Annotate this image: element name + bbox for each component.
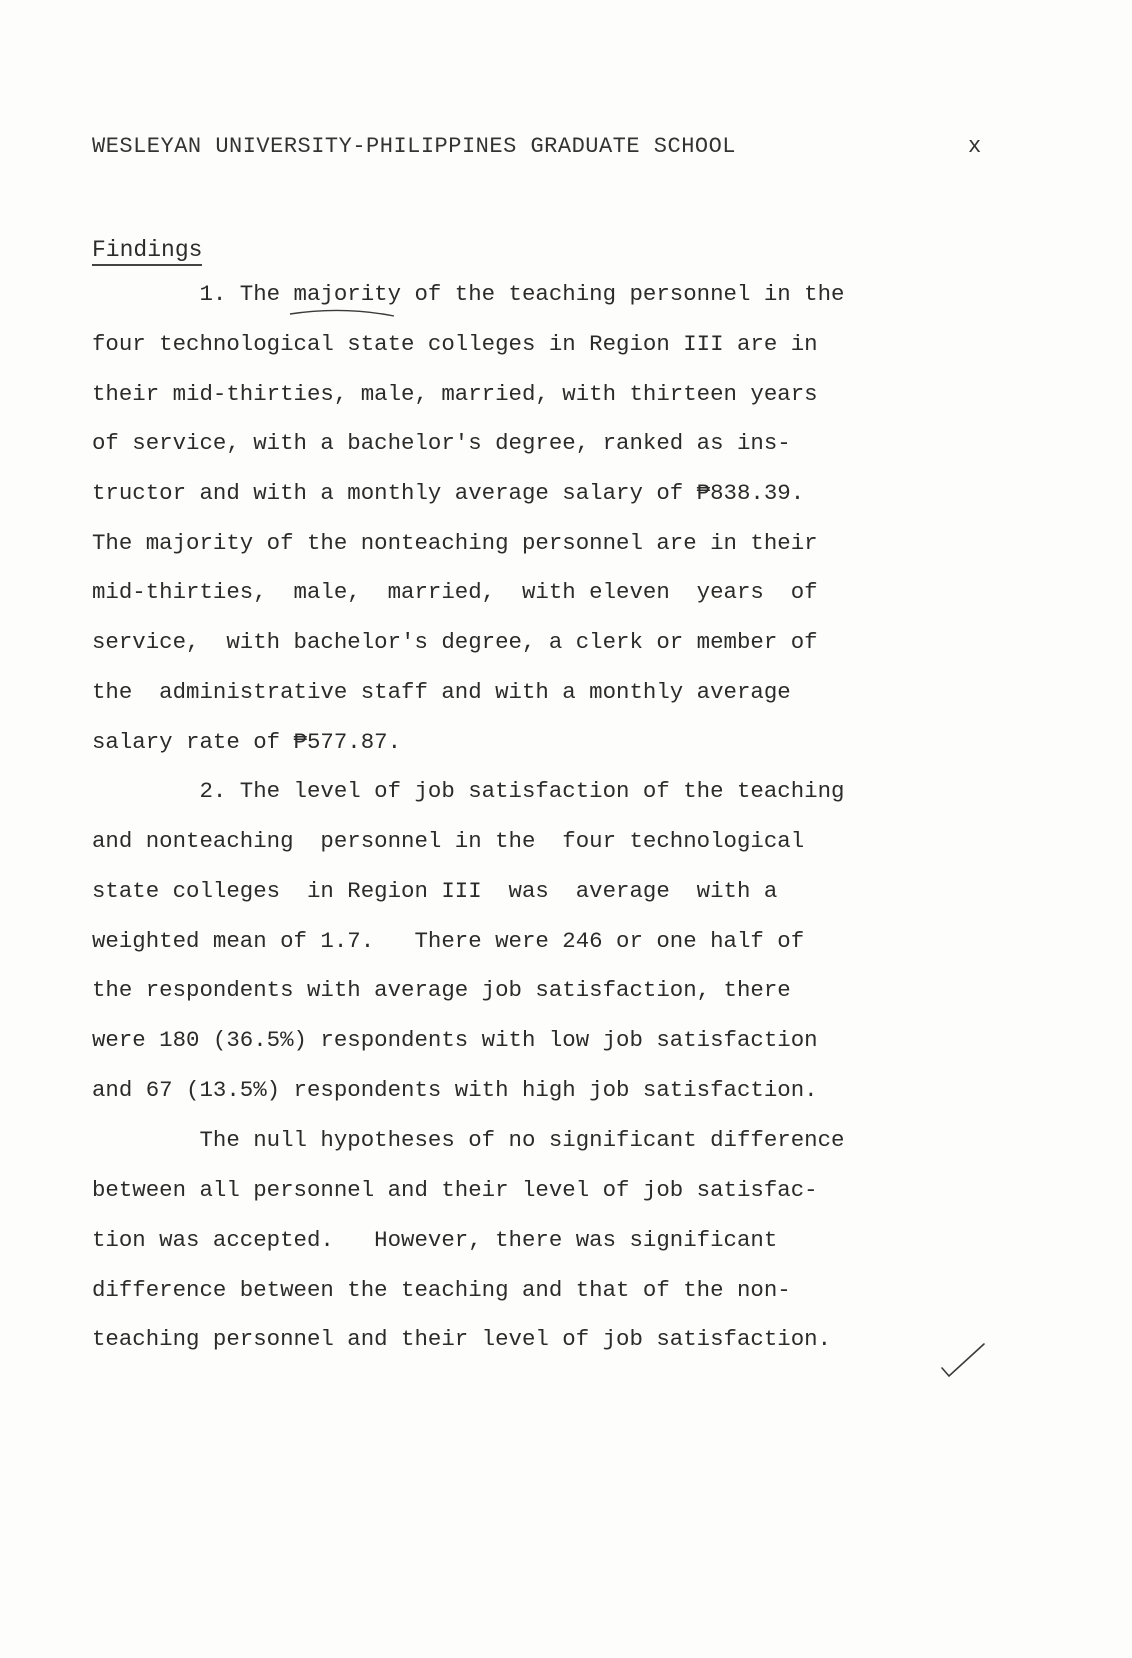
body-line: 2. The level of job satisfaction of the teaching	[92, 778, 845, 804]
body-line: the respondents with average job satisfaction, there	[92, 977, 791, 1003]
body-line: difference between the teaching and that of the non-	[92, 1277, 791, 1303]
body-line: between all personnel and their level of job satisfac-	[92, 1177, 818, 1203]
body-line: tion was accepted. However, there was significant	[92, 1227, 778, 1253]
body-line: weighted mean of 1.7. There were 246 or one half of	[92, 928, 805, 954]
body-line: and 67 (13.5%) respondents with high job satisfaction.	[92, 1077, 818, 1103]
body-line: state colleges in Region III was average with a	[92, 878, 778, 904]
body-line: The majority of the nonteaching personnel are in their	[92, 530, 818, 556]
body-line: four technological state colleges in Region III are in	[92, 331, 818, 357]
body-line: tructor and with a monthly average salary of ₱838.39.	[92, 480, 805, 506]
body-line: service, with bachelor's degree, a clerk or member of	[92, 629, 818, 655]
body-line: salary rate of ₱577.87.	[92, 729, 402, 755]
body-line: mid-thirties, male, married, with eleven years of	[92, 579, 818, 605]
section-title: Findings	[92, 238, 202, 266]
body-line: The null hypotheses of no significant difference	[92, 1127, 845, 1153]
body-line: of service, with a bachelor's degree, ranked as ins-	[92, 430, 791, 456]
page-header: WESLEYAN UNIVERSITY-PHILIPPINES GRADUATE SCHOOL	[92, 134, 737, 159]
body-line: were 180 (36.5%) respondents with low job satisfaction	[92, 1027, 818, 1053]
body-line: and nonteaching personnel in the four technological	[92, 828, 805, 854]
body-line: teaching personnel and their level of job satisfaction.	[92, 1326, 832, 1352]
majority-underline-mark	[288, 306, 398, 320]
page-number: x	[968, 134, 982, 159]
body-line: 1. The majority of the teaching personnel in the	[92, 281, 845, 307]
checkmark-icon	[940, 1340, 986, 1390]
body-line: the administrative staff and with a monthly average	[92, 679, 791, 705]
body-line: their mid-thirties, male, married, with thirteen years	[92, 381, 818, 407]
